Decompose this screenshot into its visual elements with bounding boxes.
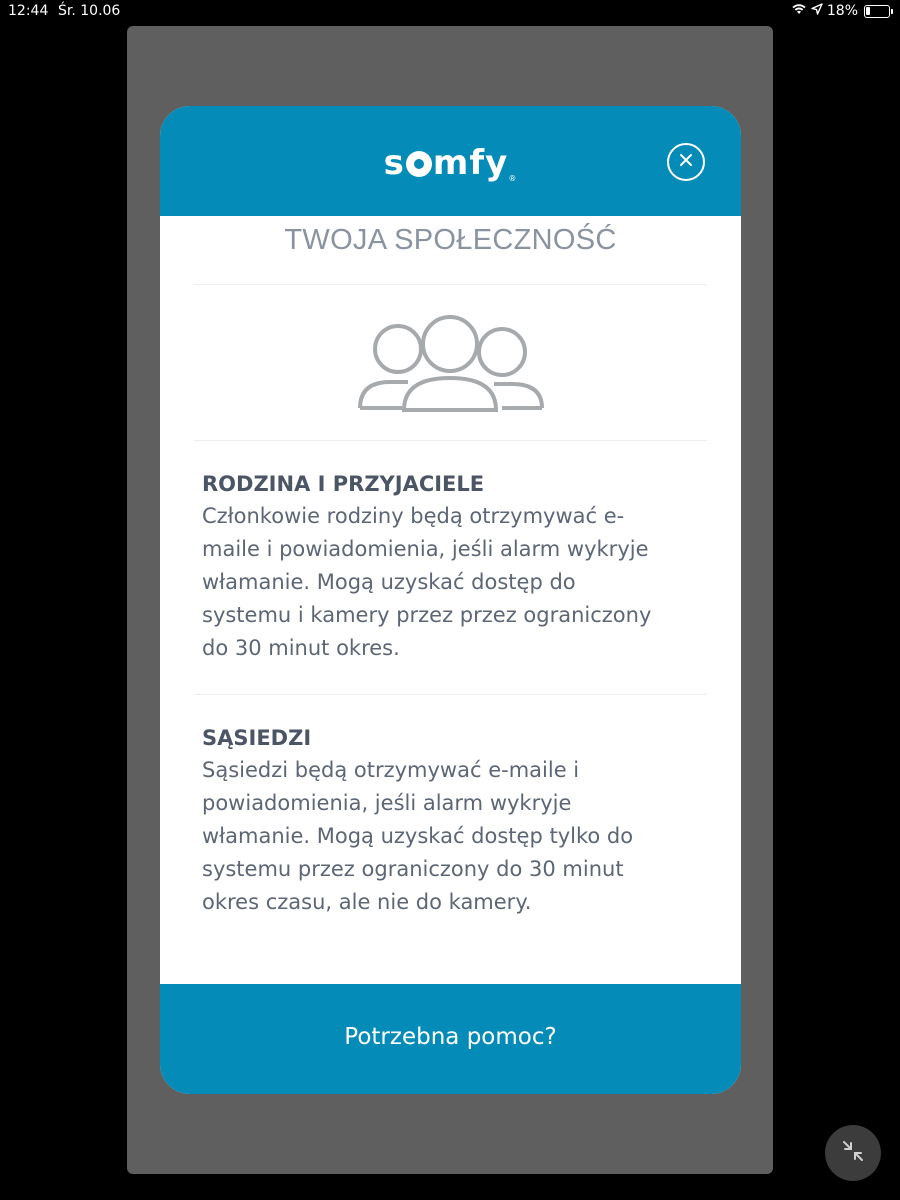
- description-line: Sąsiedzi będą otrzymywać e-maile i: [202, 758, 580, 782]
- community-icon: [356, 314, 546, 422]
- community-modal: [160, 106, 741, 1094]
- divider: [194, 440, 707, 441]
- location-arrow-icon: [811, 3, 823, 19]
- close-icon: [678, 152, 694, 172]
- somfy-logo: [160, 143, 741, 183]
- modal-footer: [160, 984, 741, 1094]
- brand-name: s mfy: [383, 143, 509, 183]
- description-line: włamanie. Mogą uzyskać dostęp tylko do: [202, 824, 634, 848]
- section-family-friends: [202, 472, 702, 665]
- logo-dot-icon: [406, 151, 432, 177]
- section-description: [202, 754, 702, 919]
- section-description: [202, 500, 702, 665]
- status-time: 12:44: [8, 3, 49, 19]
- registered-mark: ®: [508, 174, 518, 183]
- page-title: TWOJA SPOŁECZNOŚĆ: [284, 224, 617, 256]
- description-line: okres czasu, ale nie do kamery.: [202, 890, 532, 914]
- description-line: włamanie. Mogą uzyskać dostęp do: [202, 570, 576, 594]
- modal-header: [160, 106, 741, 216]
- battery-icon: [864, 5, 890, 18]
- divider: [194, 284, 707, 285]
- status-date: Śr. 10.06: [58, 3, 121, 19]
- section-heading: RODZINA I PRZYJACIELE: [202, 472, 485, 496]
- description-line: systemu przez ograniczony do 30 minut: [202, 857, 624, 881]
- section-neighbours: [202, 726, 702, 919]
- close-button[interactable]: [667, 143, 705, 181]
- modal-content[interactable]: [160, 216, 741, 984]
- status-indicators: [791, 3, 890, 19]
- divider: [194, 694, 707, 695]
- description-line: Członkowie rodziny będą otrzymywać e-: [202, 504, 625, 528]
- description-line: maile i powiadomienia, jeśli alarm wykryje: [202, 537, 649, 561]
- minimize-icon: [840, 1138, 866, 1168]
- battery-percent: 18%: [826, 3, 858, 19]
- help-link[interactable]: Potrzebna pomoc?: [344, 1024, 557, 1050]
- description-line: do 30 minut okres.: [202, 636, 400, 660]
- description-line: systemu i kamery przez przez ograniczony: [202, 603, 652, 627]
- minimize-button[interactable]: [825, 1125, 881, 1181]
- status-bar: [0, 0, 900, 24]
- section-heading: SĄSIEDZI: [202, 726, 312, 750]
- wifi-icon: [791, 3, 807, 19]
- description-line: powiadomienia, jeśli alarm wykryje: [202, 791, 572, 815]
- battery-fill: [866, 7, 870, 15]
